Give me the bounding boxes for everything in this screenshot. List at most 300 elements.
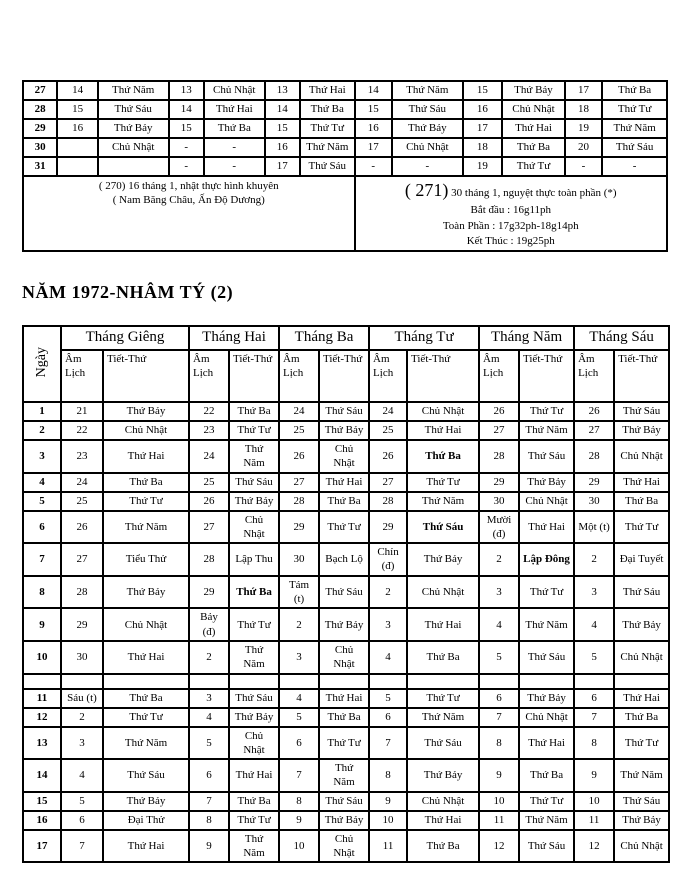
day-cell: 5 — [23, 492, 61, 511]
lunar-date-cell: 24 — [61, 473, 103, 492]
spacer-row — [23, 674, 669, 689]
tiet-weekday-cell: Thứ Năm — [229, 440, 279, 473]
day-cell: 8 — [23, 576, 61, 609]
calendar-row — [23, 100, 667, 119]
lunar-date-cell: 7 — [479, 708, 519, 727]
tiet-weekday-cell: Thứ Ba — [614, 708, 669, 727]
eclipse-total-time: Toàn Phần : 17g32ph-18g14ph — [442, 219, 579, 232]
tiet-weekday-cell: Thứ Tư — [602, 100, 667, 119]
lunar-eclipse-note-title — [359, 179, 663, 202]
tiet-weekday-cell: Thứ Tư — [103, 492, 189, 511]
tiet-weekday-cell: Thứ Sáu — [407, 511, 479, 544]
eclipse-end-time: Kết Thúc : 19g25ph — [466, 234, 555, 247]
lunar-date-cell: 3 — [479, 576, 519, 609]
tiet-weekday-cell: Thứ Năm — [519, 811, 574, 830]
tiet-weekday-cell — [319, 674, 369, 689]
lunar-date-cell: 2 — [279, 608, 319, 641]
lunar-date-cell: 24 — [369, 402, 407, 421]
tiet-weekday-cell: Thứ Ba — [407, 830, 479, 863]
tiet-weekday-cell: Thứ Tư — [407, 473, 479, 492]
tiet-weekday-cell: Thứ Tư — [319, 727, 369, 760]
day-cell: 14 — [23, 759, 61, 792]
tiet-weekday-cell: Thứ Năm — [602, 119, 667, 138]
tiet-weekday-cell — [103, 674, 189, 689]
tiet-weekday-cell: Thứ Hai — [103, 440, 189, 473]
tiet-weekday-cell: - — [602, 157, 667, 176]
tiet-weekday-cell: Thứ Ba — [300, 100, 355, 119]
annular-eclipse-note-line1: ( 270) 16 tháng 1, nhật thực hình khuyên — [98, 180, 279, 192]
day-cell: 12 — [23, 708, 61, 727]
lunar-date-cell: 3 — [189, 689, 229, 708]
tiet-weekday-cell: Đại Thử — [103, 811, 189, 830]
lunar-date-cell: 18 — [565, 100, 602, 119]
lunar-date-cell: 11 — [369, 830, 407, 863]
lunar-date-cell: 12 — [574, 830, 614, 863]
day-column-header-label: Ngày — [33, 346, 49, 378]
tiet-weekday-cell: Thứ Sáu — [519, 440, 574, 473]
tiet-weekday-cell: Chủ Nhật — [229, 727, 279, 760]
lunar-date-cell: 29 — [279, 511, 319, 544]
lunar-date-cell: 4 — [369, 641, 407, 674]
lunar-date-cell: 17 — [265, 157, 300, 176]
lunar-date-cell: 4 — [61, 759, 103, 792]
tiet-weekday-cell: Thứ Hai — [103, 641, 189, 674]
day-cell: 31 — [23, 157, 57, 176]
lunar-date-cell: 26 — [369, 440, 407, 473]
lunar-date-cell: 7 — [369, 727, 407, 760]
tiet-weekday-cell: Thứ Bảy — [103, 576, 189, 609]
lunar-date-cell: 9 — [189, 830, 229, 863]
day-cell: 15 — [23, 792, 61, 811]
month-header-thang-sau: Tháng Sáu — [574, 326, 669, 350]
tiet-weekday-cell: Thứ Tư — [319, 511, 369, 544]
tiet-weekday-cell: Chủ Nhật — [319, 641, 369, 674]
tiet-weekday-cell: Thứ Tư — [229, 811, 279, 830]
lunar-date-cell: 11 — [479, 811, 519, 830]
tiet-weekday-cell: Thứ Ba — [407, 641, 479, 674]
day-cell: 3 — [23, 440, 61, 473]
tiet-weekday-cell: Thứ Hai — [407, 608, 479, 641]
lunar-date-cell — [57, 138, 97, 157]
tiet-weekday-cell: Chủ Nhật — [204, 81, 265, 100]
tiet-weekday-cell: Chủ Nhật — [614, 641, 669, 674]
lunar-date-cell: 30 — [61, 641, 103, 674]
lunar-date-cell: 19 — [463, 157, 502, 176]
tiet-weekday-cell: Thứ Sáu — [319, 792, 369, 811]
tiet-weekday-cell: Thứ Ba — [614, 492, 669, 511]
tiet-weekday-cell: Chủ Nhật — [319, 440, 369, 473]
lunar-date-cell: 3 — [279, 641, 319, 674]
tiet-weekday-cell: Thứ Năm — [229, 830, 279, 863]
subheader-tiet-thu: Tiết-Thứ — [319, 350, 369, 402]
lunar-date-cell: 26 — [574, 402, 614, 421]
tiet-weekday-cell: Thứ Tư — [300, 119, 355, 138]
calendar-row — [23, 119, 667, 138]
lunar-date-cell: Sáu (t) — [61, 689, 103, 708]
tiet-weekday-cell: Thứ Hai — [519, 511, 574, 544]
tiet-weekday-cell: Chủ Nhật — [392, 138, 463, 157]
lunar-date-cell: 26 — [61, 511, 103, 544]
lunar-date-cell: 2 — [189, 641, 229, 674]
subheader-tiet-thu: Tiết-Thứ — [103, 350, 189, 402]
tiet-weekday-cell: Thứ Sáu — [319, 576, 369, 609]
year-1972-calendar-table — [22, 325, 670, 863]
tiet-weekday-cell: Thứ Sáu — [614, 402, 669, 421]
calendar-row — [23, 689, 669, 708]
lunar-date-cell: 28 — [279, 492, 319, 511]
calendar-row — [23, 157, 667, 176]
lunar-date-cell: 9 — [574, 759, 614, 792]
tiet-weekday-cell: Thứ Sáu — [392, 100, 463, 119]
lunar-date-cell: 5 — [369, 689, 407, 708]
subheader-tiet-thu: Tiết-Thứ — [229, 350, 279, 402]
tiet-weekday-cell: Thứ Bảy — [407, 759, 479, 792]
tiet-weekday-cell: Thứ Hai — [407, 421, 479, 440]
subheader-am-lich: Âm Lịch — [574, 350, 614, 402]
tiet-weekday-cell: Thứ Bảy — [407, 543, 479, 576]
subheader-am-lich: Âm Lịch — [61, 350, 103, 402]
tiet-weekday-cell: Thứ Ba — [602, 81, 667, 100]
tiet-weekday-cell — [98, 157, 169, 176]
lunar-date-cell: Chín (đ) — [369, 543, 407, 576]
lunar-date-cell: 26 — [189, 492, 229, 511]
lunar-date-cell: 7 — [189, 792, 229, 811]
tiet-weekday-cell: Thứ Năm — [229, 641, 279, 674]
tiet-weekday-cell: Thứ Sáu — [614, 792, 669, 811]
subheader-tiet-thu: Tiết-Thứ — [519, 350, 574, 402]
lunar-date-cell: 5 — [61, 792, 103, 811]
tiet-weekday-cell: Thứ Ba — [319, 708, 369, 727]
lunar-date-cell: Mười (đ) — [479, 511, 519, 544]
day-column-header — [23, 326, 61, 402]
lunar-date-cell: 29 — [369, 511, 407, 544]
lunar-date-cell: 10 — [279, 830, 319, 863]
tiet-weekday-cell: Thứ Hai — [407, 811, 479, 830]
lunar-date-cell: 16 — [463, 100, 502, 119]
lunar-eclipse-note-number: ( 271) — [404, 180, 449, 200]
lunar-date-cell: 17 — [565, 81, 602, 100]
lunar-date-cell: 27 — [189, 511, 229, 544]
lunar-date-cell: 28 — [369, 492, 407, 511]
tiet-weekday-cell: Thứ Hai — [614, 473, 669, 492]
lunar-date-cell: 14 — [169, 100, 204, 119]
lunar-date-cell: 30 — [479, 492, 519, 511]
lunar-date-cell — [61, 674, 103, 689]
lunar-date-cell: 13 — [169, 81, 204, 100]
lunar-date-cell: 2 — [479, 543, 519, 576]
lunar-date-cell: 4 — [479, 608, 519, 641]
tiet-weekday-cell: Thứ Tư — [229, 608, 279, 641]
tiet-weekday-cell: Đại Tuyết — [614, 543, 669, 576]
tiet-weekday-cell: Thứ Bảy — [319, 608, 369, 641]
lunar-date-cell: 10 — [574, 792, 614, 811]
tiet-weekday-cell: Chủ Nhật — [319, 830, 369, 863]
calendar-header — [23, 326, 669, 402]
day-cell: 28 — [23, 100, 57, 119]
lunar-date-cell: 9 — [369, 792, 407, 811]
lunar-date-cell: 6 — [574, 689, 614, 708]
tiet-weekday-cell: Thứ Sáu — [98, 100, 169, 119]
tiet-weekday-cell: Thứ Ba — [103, 473, 189, 492]
tiet-weekday-cell: Thứ Bảy — [103, 402, 189, 421]
tiet-weekday-cell: Bạch Lộ — [319, 543, 369, 576]
tiet-weekday-cell: Thứ Sáu — [602, 138, 667, 157]
tiet-weekday-cell: Chủ Nhật — [407, 576, 479, 609]
subheader-am-lich: Âm Lịch — [479, 350, 519, 402]
tiet-weekday-cell: Chủ Nhật — [614, 830, 669, 863]
tiet-weekday-cell: Thứ Bảy — [519, 689, 574, 708]
lunar-date-cell: 27 — [61, 543, 103, 576]
tiet-weekday-cell: Thứ Ba — [502, 138, 565, 157]
tiet-weekday-cell: Thứ Tư — [407, 689, 479, 708]
month-header-thang-nam: Tháng Năm — [479, 326, 574, 350]
lunar-date-cell: 24 — [279, 402, 319, 421]
lunar-date-cell: 5 — [574, 641, 614, 674]
calendar-row — [23, 473, 669, 492]
lunar-date-cell — [189, 674, 229, 689]
lunar-date-cell: 25 — [369, 421, 407, 440]
lunar-date-cell: 30 — [574, 492, 614, 511]
tiet-weekday-cell: Thứ Hai — [204, 100, 265, 119]
tiet-weekday-cell: Thứ Sáu — [300, 157, 355, 176]
tiet-weekday-cell — [229, 674, 279, 689]
lunar-date-cell: 25 — [279, 421, 319, 440]
tiet-weekday-cell: Thứ Bảy — [614, 811, 669, 830]
lunar-date-cell: 27 — [279, 473, 319, 492]
lunar-date-cell: 7 — [574, 708, 614, 727]
lunar-date-cell: 28 — [574, 440, 614, 473]
lunar-date-cell: 18 — [463, 138, 502, 157]
lunar-eclipse-note-text: 30 tháng 1, nguyệt thực toàn phần (*) — [451, 187, 617, 199]
subheader-tiet-thu: Tiết-Thứ — [614, 350, 669, 402]
tiet-weekday-cell: Chủ Nhật — [98, 138, 169, 157]
calendar-row — [23, 759, 669, 792]
month-header-thang-hai: Tháng Hai — [189, 326, 279, 350]
lunar-date-cell: 8 — [189, 811, 229, 830]
lunar-date-cell: 3 — [574, 576, 614, 609]
lunar-date-cell: 25 — [61, 492, 103, 511]
lunar-date-cell: 17 — [355, 138, 392, 157]
tiet-weekday-cell: Thứ Sáu — [229, 689, 279, 708]
lunar-date-cell: 14 — [355, 81, 392, 100]
lunar-date-cell: 7 — [61, 830, 103, 863]
tiet-weekday-cell: Thứ Ba — [229, 576, 279, 609]
lunar-date-cell: 24 — [189, 440, 229, 473]
tiet-weekday-cell: Thứ Ba — [319, 492, 369, 511]
tiet-weekday-cell: Thứ Sáu — [407, 727, 479, 760]
tiet-weekday-cell: Thứ Năm — [103, 511, 189, 544]
lunar-date-cell: - — [169, 157, 204, 176]
tiet-weekday-cell: Thứ Sáu — [614, 576, 669, 609]
tiet-weekday-cell: Lập Thu — [229, 543, 279, 576]
tiet-weekday-cell: Thứ Năm — [407, 708, 479, 727]
calendar-row — [23, 608, 669, 641]
lunar-date-cell: 6 — [479, 689, 519, 708]
lunar-date-cell: 4 — [279, 689, 319, 708]
lunar-date-cell: 10 — [369, 811, 407, 830]
tiet-weekday-cell: Tiểu Thử — [103, 543, 189, 576]
tiet-weekday-cell: Thứ Tư — [519, 792, 574, 811]
tiet-weekday-cell: Thứ Năm — [319, 759, 369, 792]
tiet-weekday-cell: Thứ Bảy — [614, 421, 669, 440]
tiet-weekday-cell: Thứ Ba — [103, 689, 189, 708]
lunar-date-cell: 15 — [57, 100, 97, 119]
calendar-row — [23, 811, 669, 830]
subheader-tiet-thu: Tiết-Thứ — [407, 350, 479, 402]
tiet-weekday-cell: Thứ Sáu — [519, 641, 574, 674]
tiet-weekday-cell: Thứ Ba — [407, 440, 479, 473]
lunar-date-cell: 29 — [61, 608, 103, 641]
calendar-row — [23, 641, 669, 674]
tiet-weekday-cell: Thứ Sáu — [103, 759, 189, 792]
lunar-date-cell: 8 — [479, 727, 519, 760]
calendar-row — [23, 708, 669, 727]
day-cell: 9 — [23, 608, 61, 641]
tiet-weekday-cell: Chủ Nhật — [519, 492, 574, 511]
lunar-date-cell: 28 — [61, 576, 103, 609]
lunar-date-cell: 2 — [61, 708, 103, 727]
tiet-weekday-cell: Thứ Tư — [519, 402, 574, 421]
tiet-weekday-cell: Thứ Bảy — [229, 708, 279, 727]
lunar-date-cell: 15 — [265, 119, 300, 138]
lunar-date-cell: 29 — [574, 473, 614, 492]
day-cell: 13 — [23, 727, 61, 760]
lunar-date-cell: 22 — [189, 402, 229, 421]
lunar-date-cell: 6 — [369, 708, 407, 727]
tiet-weekday-cell: Chủ Nhật — [407, 402, 479, 421]
lunar-date-cell — [479, 674, 519, 689]
tiet-weekday-cell — [614, 674, 669, 689]
tiet-weekday-cell: Chủ Nhật — [519, 708, 574, 727]
lunar-date-cell: 2 — [369, 576, 407, 609]
tiet-weekday-cell — [407, 674, 479, 689]
previous-months-rows — [23, 81, 667, 176]
tiet-weekday-cell: Chủ Nhật — [229, 511, 279, 544]
lunar-date-cell: 29 — [479, 473, 519, 492]
tiet-weekday-cell: Thứ Hai — [229, 759, 279, 792]
day-cell — [23, 674, 61, 689]
tiet-weekday-cell: - — [392, 157, 463, 176]
lunar-date-cell: 13 — [265, 81, 300, 100]
lunar-date-cell: 27 — [369, 473, 407, 492]
calendar-row — [23, 727, 669, 760]
lunar-date-cell: 6 — [189, 759, 229, 792]
lunar-date-cell: 21 — [61, 402, 103, 421]
tiet-weekday-cell: Thứ Tư — [103, 708, 189, 727]
tiet-weekday-cell: Chủ Nhật — [502, 100, 565, 119]
lunar-date-cell: - — [565, 157, 602, 176]
tiet-weekday-cell: Thứ Bảy — [319, 811, 369, 830]
day-cell: 6 — [23, 511, 61, 544]
tiet-weekday-cell: Thứ Bảy — [392, 119, 463, 138]
tiet-weekday-cell: Thứ Tư — [519, 576, 574, 609]
day-cell: 16 — [23, 811, 61, 830]
month-header-thang-gieng: Tháng Giêng — [61, 326, 189, 350]
day-cell: 1 — [23, 402, 61, 421]
tiet-weekday-cell: Chủ Nhật — [614, 440, 669, 473]
tiet-weekday-cell: Thứ Bảy — [519, 473, 574, 492]
tiet-weekday-cell: - — [204, 138, 265, 157]
lunar-date-cell: 17 — [463, 119, 502, 138]
lunar-date-cell: 23 — [189, 421, 229, 440]
day-cell: 30 — [23, 138, 57, 157]
lunar-date-cell: 6 — [61, 811, 103, 830]
lunar-date-cell: 5 — [189, 727, 229, 760]
annular-eclipse-note — [23, 176, 355, 251]
lunar-date-cell: 11 — [574, 811, 614, 830]
tiet-weekday-cell: Thứ Bảy — [614, 608, 669, 641]
calendar-row — [23, 492, 669, 511]
calendar-row — [23, 511, 669, 544]
day-cell: 2 — [23, 421, 61, 440]
tiet-weekday-cell: Thứ Bảy — [98, 119, 169, 138]
lunar-date-cell: 3 — [369, 608, 407, 641]
lunar-date-cell: 22 — [61, 421, 103, 440]
day-cell: 7 — [23, 543, 61, 576]
lunar-date-cell: 15 — [355, 100, 392, 119]
lunar-date-cell — [279, 674, 319, 689]
tiet-weekday-cell: Thứ Hai — [502, 119, 565, 138]
lunar-date-cell: 16 — [57, 119, 97, 138]
tiet-weekday-cell: Thứ Năm — [407, 492, 479, 511]
tiet-weekday-cell: Thứ Tư — [502, 157, 565, 176]
tiet-weekday-cell: Thứ Hai — [300, 81, 355, 100]
lunar-date-cell: 30 — [279, 543, 319, 576]
lunar-date-cell: 4 — [189, 708, 229, 727]
tiet-weekday-cell: Thứ Năm — [519, 608, 574, 641]
lunar-date-cell: 19 — [565, 119, 602, 138]
lunar-date-cell: 15 — [169, 119, 204, 138]
day-cell: 4 — [23, 473, 61, 492]
tiet-weekday-cell: Thứ Ba — [229, 792, 279, 811]
tiet-weekday-cell: Thứ Ba — [204, 119, 265, 138]
tiet-weekday-cell: Thứ Bảy — [319, 421, 369, 440]
calendar-row — [23, 440, 669, 473]
tiet-weekday-cell: Lập Đông — [519, 543, 574, 576]
eclipse-notes — [23, 176, 667, 251]
tiet-weekday-cell: Thứ Sáu — [319, 402, 369, 421]
lunar-date-cell: 20 — [565, 138, 602, 157]
lunar-date-cell: 28 — [189, 543, 229, 576]
lunar-date-cell: 2 — [574, 543, 614, 576]
eclipse-start-time: Bắt đầu : 16g11ph — [470, 204, 552, 217]
tiet-weekday-cell: Thứ Năm — [614, 759, 669, 792]
tiet-weekday-cell: Thứ Ba — [519, 759, 574, 792]
tiet-weekday-cell: Chủ Nhật — [103, 421, 189, 440]
tiet-weekday-cell: Thứ Năm — [392, 81, 463, 100]
lunar-date-cell: Một (t) — [574, 511, 614, 544]
lunar-date-cell: 14 — [265, 100, 300, 119]
day-cell: 27 — [23, 81, 57, 100]
lunar-date-cell: 4 — [574, 608, 614, 641]
lunar-date-cell: Tám (t) — [279, 576, 319, 609]
tiet-weekday-cell: Thứ Sáu — [229, 473, 279, 492]
lunar-date-cell: 16 — [265, 138, 300, 157]
lunar-date-cell: Bảy (đ) — [189, 608, 229, 641]
previous-months-end-table — [22, 80, 668, 252]
lunar-date-cell: 9 — [479, 759, 519, 792]
tiet-weekday-cell: Thứ Năm — [300, 138, 355, 157]
lunar-date-cell: 8 — [369, 759, 407, 792]
lunar-date-cell: 12 — [479, 830, 519, 863]
lunar-date-cell: 28 — [479, 440, 519, 473]
calendar-rows — [23, 402, 669, 862]
subheader-am-lich: Âm Lịch — [189, 350, 229, 402]
tiet-weekday-cell: Chủ Nhật — [407, 792, 479, 811]
calendar-row — [23, 81, 667, 100]
lunar-date-cell — [369, 674, 407, 689]
tiet-weekday-cell: Thứ Hai — [319, 689, 369, 708]
